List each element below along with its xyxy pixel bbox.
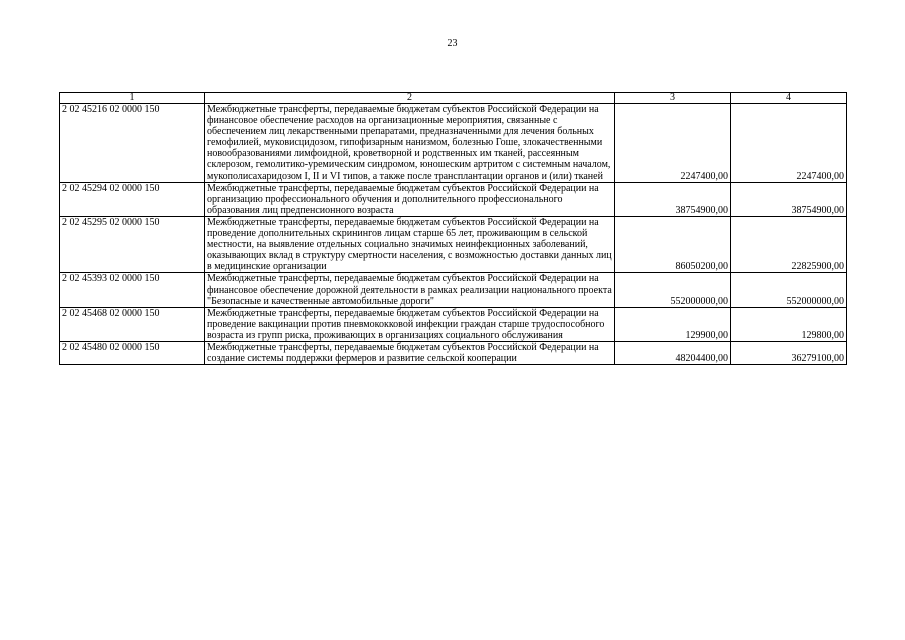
amount-2-cell: 129800,00 — [731, 307, 847, 341]
budget-code-cell: 2 02 45480 02 0000 150 — [60, 341, 205, 364]
page-number: 23 — [447, 38, 458, 49]
description-cell: Межбюджетные трансферты, передаваемые бюджетам субъектов Российской Федерации на организацию профессионального обучения и дополнительного профессионального образования лиц предпенсионного возраста — [205, 182, 615, 216]
description-cell: Межбюджетные трансферты, передаваемые бюджетам субъектов Российской Федерации на проведение вакцинации против пневмококковой инфекции граждан старше трудоспособного возраста из групп риска, проживающих в организациях социального обслуживания — [205, 307, 615, 341]
amount-1-cell: 129900,00 — [615, 307, 731, 341]
table-row — [60, 104, 847, 183]
description-cell: Межбюджетные трансферты, передаваемые бюджетам субъектов Российской Федерации на финансовое обеспечение расходов на организационные мероприятия, связанные с обеспечением лиц лекарственными препаратами, предназначенными для лечения больных гемофилией, муковисцидозом, гипофизарным нанизмом, болезнью Гоше, злокачественными новообразованиями лимфоидной, кроветворной и родственных им тканей, рассеянным склерозом, гемолитико-уремическим синдромом, юношеским артритом с системным началом, мукополисахаридозом I, II и VI типов, а также после трансплантации органов и (или) тканей — [205, 104, 615, 183]
amount-1-cell: 48204400,00 — [615, 341, 731, 364]
amount-2-cell: 38754900,00 — [731, 182, 847, 216]
amount-2-cell: 552000000,00 — [731, 273, 847, 307]
description-cell: Межбюджетные трансферты, передаваемые бюджетам субъектов Российской Федерации на проведение дополнительных скринингов лицам старше 65 лет, проживающим в сельской местности, на выявление отдельных социально значимых неинфекционных заболеваний, оказывающих вклад в структуру смертности населения, с возможностью доставки данных лиц в медицинские организации — [205, 216, 615, 272]
budget-table — [59, 92, 847, 365]
budget-code-cell: 2 02 45295 02 0000 150 — [60, 216, 205, 272]
amount-1-cell: 2247400,00 — [615, 104, 731, 183]
amount-1-cell: 552000000,00 — [615, 273, 731, 307]
table-row — [60, 216, 847, 272]
header-row — [60, 93, 847, 104]
amount-2-cell: 22825900,00 — [731, 216, 847, 272]
table-row — [60, 182, 847, 216]
description-cell: Межбюджетные трансферты, передаваемые бюджетам субъектов Российской Федерации на финансовое обеспечение дорожной деятельности в рамках реализации национального проекта "Безопасные и качественные автомобильные дороги" — [205, 273, 615, 307]
table-row — [60, 273, 847, 307]
amount-1-cell: 86050200,00 — [615, 216, 731, 272]
column-header-3: 3 — [615, 93, 731, 104]
budget-code-cell: 2 02 45216 02 0000 150 — [60, 104, 205, 183]
column-header-1: 1 — [60, 93, 205, 104]
column-header-2: 2 — [205, 93, 615, 104]
amount-2-cell: 2247400,00 — [731, 104, 847, 183]
budget-code-cell: 2 02 45468 02 0000 150 — [60, 307, 205, 341]
column-header-4: 4 — [731, 93, 847, 104]
description-cell: Межбюджетные трансферты, передаваемые бюджетам субъектов Российской Федерации на создание системы поддержки фермеров и развитие сельской кооперации — [205, 341, 615, 364]
table-row — [60, 307, 847, 341]
table-row — [60, 341, 847, 364]
budget-code-cell: 2 02 45393 02 0000 150 — [60, 273, 205, 307]
budget-code-cell: 2 02 45294 02 0000 150 — [60, 182, 205, 216]
amount-1-cell: 38754900,00 — [615, 182, 731, 216]
amount-2-cell: 36279100,00 — [731, 341, 847, 364]
